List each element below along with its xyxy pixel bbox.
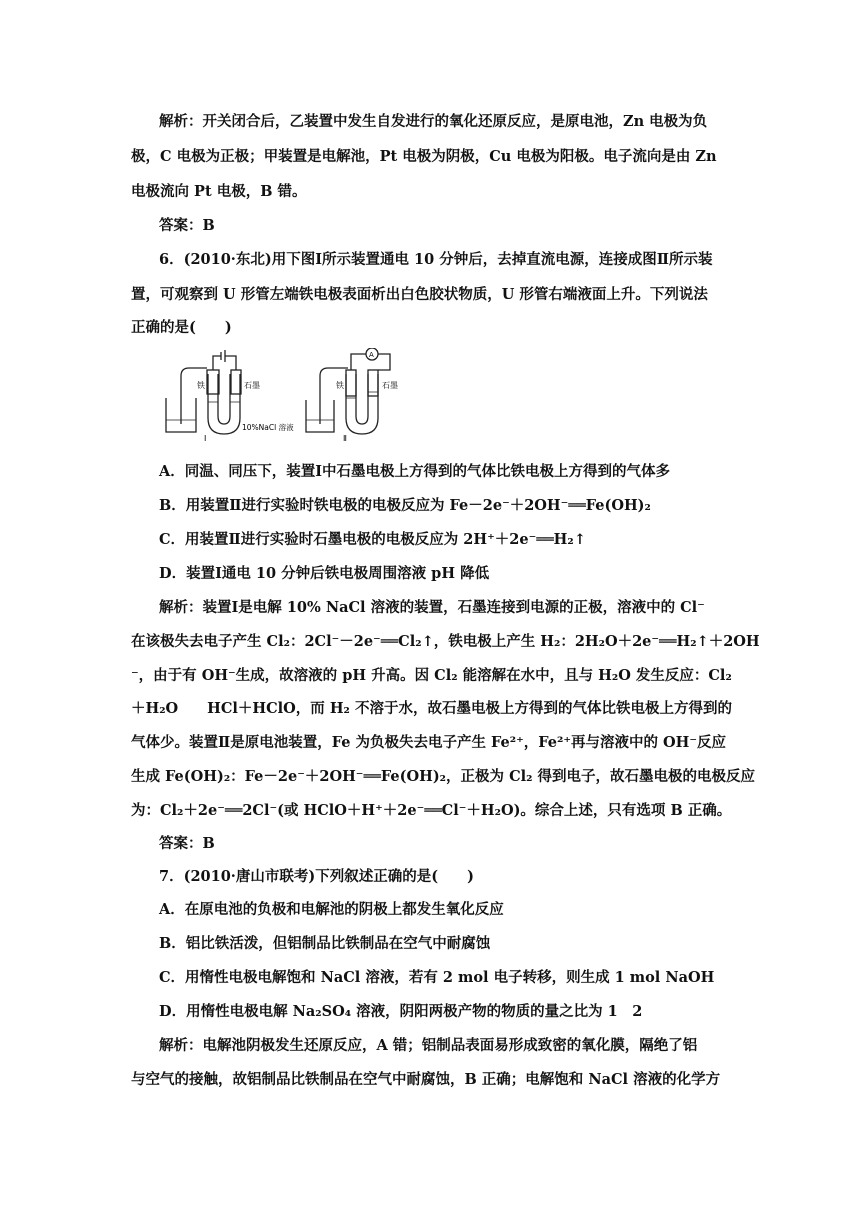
answer-line xyxy=(159,834,215,854)
gas-tube-1 xyxy=(181,368,207,424)
analysis-text: 开关闭合后，乙装置中发生自发进行的氧化还原反应，是原电池，Zn 电极为负 xyxy=(202,113,708,130)
u-tube-1-outer xyxy=(208,374,240,434)
battery-symbol xyxy=(221,350,225,362)
answer-value: B xyxy=(202,835,215,852)
electrolysis-apparatus-figure xyxy=(160,348,430,444)
wire-2-left xyxy=(351,354,366,370)
u-tube-2-outer xyxy=(346,374,378,434)
analysis-paragraph-line xyxy=(159,598,705,618)
iron-label-1: 铁 xyxy=(197,381,205,390)
solution-label: 10%NaCl 溶液 xyxy=(242,423,294,432)
question-stem-line: 7．(2010·唐山市联考)下列叙述正确的是( ) xyxy=(159,868,474,885)
analysis-paragraph-line: 电极流向 Pt 电极，B 错。 xyxy=(131,183,307,200)
option-a: A．同温、同压下，装置Ⅰ中石墨电极上方得到的气体比铁电极上方得到的气体多 xyxy=(159,463,671,480)
analysis-text: 装置Ⅰ是电解 10% NaCl 溶液的装置，石墨连接到电源的正极，溶液中的 Cl⁻ xyxy=(202,599,705,616)
apparatus-diagram xyxy=(160,348,430,444)
analysis-paragraph-line: 极，C 电极为正极；甲装置是电解池，Pt 电极为阴极，Cu 电极为阳极。电子流向是由 Zn xyxy=(131,148,717,165)
wire-2-right xyxy=(378,354,390,370)
analysis-paragraph-line: 为：Cl₂＋2e⁻══2Cl⁻(或 HClO＋H⁺＋2e⁻══Cl⁻＋H₂O)。综合上述，只有选项 B 正确。 xyxy=(131,802,732,819)
iron-electrode-2 xyxy=(346,370,356,396)
question-stem-line: 正确的是( ) xyxy=(131,319,232,336)
wire-1-right xyxy=(225,356,236,370)
answer-line xyxy=(159,216,215,236)
analysis-paragraph-line: 气体少。装置Ⅱ是原电池装置，Fe 为负极失去电子产生 Fe²⁺，Fe²⁺再与溶液中的 OH⁻反应 xyxy=(131,734,727,751)
iron-label-2: 铁 xyxy=(336,381,344,390)
roman-numeral-2: Ⅱ xyxy=(343,434,347,443)
answer-label: 答案： xyxy=(159,217,203,234)
analysis-paragraph-line: ＋H₂O HCl＋HClO，而 H₂ 不溶于水，故石墨电极上方得到的气体比铁电极上方得到的 xyxy=(131,700,732,717)
answer-label: 答案： xyxy=(159,835,203,852)
analysis-paragraph-line xyxy=(159,112,707,132)
analysis-paragraph-line: 生成 Fe(OH)₂：Fe－2e⁻＋2OH⁻══Fe(OH)₂，正极为 Cl₂ 得到电子，故石墨电极的电极反应 xyxy=(131,768,756,785)
analysis-label: 解析： xyxy=(159,599,203,616)
answer-value: B xyxy=(202,217,215,234)
option-b: B．铝比铁活泼，但铝制品比铁制品在空气中耐腐蚀 xyxy=(159,935,491,952)
option-a: A．在原电池的负极和电解池的阴极上都发生氧化反应 xyxy=(159,901,504,918)
analysis-paragraph-line xyxy=(159,1036,697,1056)
roman-numeral-1: Ⅰ xyxy=(204,434,207,443)
u-tube-1-inner xyxy=(218,374,230,424)
option-d: D．装置Ⅰ通电 10 分钟后铁电极周围溶液 pH 降低 xyxy=(159,565,490,582)
option-d: D．用惰性电极电解 Na₂SO₄ 溶液，阴阳两极产物的物质的量之比为 1 2 xyxy=(159,1003,643,1020)
analysis-paragraph-line: ⁻，由于有 OH⁻生成，故溶液的 pH 升高。因 Cl₂ 能溶解在水中，且与 H₂O 发生反应：Cl₂ xyxy=(131,667,732,684)
graphite-label-2: 石墨 xyxy=(382,381,398,390)
option-c: C．用惰性电极电解饱和 NaCl 溶液，若有 2 mol 电子转移，则生成 1 mol NaOH xyxy=(159,969,715,986)
iron-electrode-1 xyxy=(207,370,219,394)
analysis-paragraph-line: 与空气的接触，故铝制品比铁制品在空气中耐腐蚀，B 正确；电解饱和 NaCl 溶液的化学方 xyxy=(131,1071,721,1088)
ammeter-label: A xyxy=(369,351,374,359)
analysis-paragraph-line: 在该极失去电子产生 Cl₂：2Cl⁻－2e⁻══Cl₂↑，铁电极上产生 H₂：2H₂O＋2e⁻══H₂↑＋2OH xyxy=(131,633,760,650)
analysis-label: 解析： xyxy=(159,1037,203,1054)
option-c: C．用装置Ⅱ进行实验时石墨电极的电极反应为 2H⁺＋2e⁻══H₂↑ xyxy=(159,531,586,548)
analysis-label: 解析： xyxy=(159,113,203,130)
u-tube-2-inner xyxy=(356,374,368,424)
option-b: B．用装置Ⅱ进行实验时铁电极的电极反应为 Fe－2e⁻＋2OH⁻══Fe(OH)₂ xyxy=(159,497,651,514)
question-stem-line: 置，可观察到 U 形管左端铁电极表面析出白色胶状物质，U 形管右端液面上升。下列说法 xyxy=(131,286,708,303)
question-stem-line: 6．(2010·东北)用下图Ⅰ所示装置通电 10 分钟后，去掉直流电源，连接成图Ⅱ所示装 xyxy=(159,251,713,268)
analysis-text: 电解池阴极发生还原反应，A 错；铝制品表面易形成致密的氧化膜，隔绝了铝 xyxy=(202,1037,698,1054)
graphite-label-1: 石墨 xyxy=(244,381,260,390)
wire-1-left xyxy=(213,356,221,370)
